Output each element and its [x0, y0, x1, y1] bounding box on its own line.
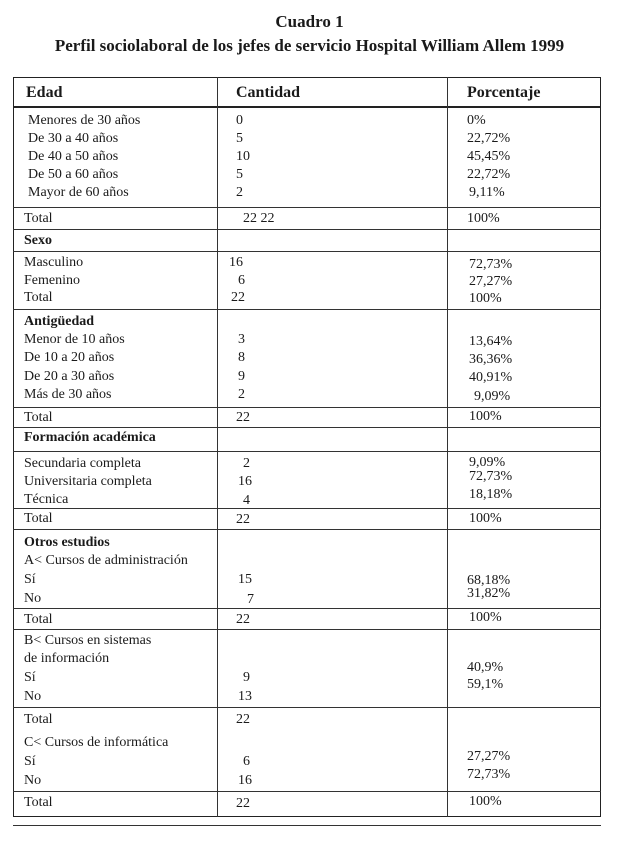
otros-cantidad: 16 [238, 773, 252, 788]
row-separator [13, 791, 601, 792]
total-cantidad: 22 [231, 290, 245, 305]
edad-cantidad: 2 [236, 185, 243, 200]
otros-label: No [24, 773, 42, 788]
total-porcentaje: 100% [469, 409, 502, 424]
otros-cantidad: 15 [238, 572, 252, 587]
antiguedad-porcentaje: 9,09% [474, 389, 511, 404]
row-separator [13, 608, 601, 609]
bottom-rule [13, 825, 601, 826]
edad-porcentaje: 22,72% [467, 167, 511, 182]
total-porcentaje: 100% [469, 511, 502, 526]
antiguedad-label: De 20 a 30 años [24, 369, 115, 384]
row-separator [13, 529, 601, 530]
total-porcentaje: 100% [469, 794, 502, 809]
subsection-title: A< Cursos de administración [24, 553, 188, 568]
formacion-porcentaje: 72,73% [469, 469, 513, 484]
column-divider-1 [217, 77, 218, 817]
otros-cantidad: 9 [243, 670, 250, 685]
total-label: Total [24, 511, 53, 526]
table-subtitle: Perfil sociolaboral de los jefes de servicio Hospital William Allem 1999 [54, 36, 565, 55]
otros-label: Sí [24, 754, 36, 769]
antiguedad-label: Menor de 10 años [24, 332, 125, 347]
row-separator [13, 508, 601, 509]
edad-porcentaje: 0% [467, 113, 486, 128]
otros-porcentaje: 68,18% [467, 573, 511, 588]
otros-porcentaje: 27,27% [467, 749, 511, 764]
total-porcentaje: 100% [467, 211, 500, 226]
row-separator [13, 207, 601, 208]
total-porcentaje: 100% [469, 291, 502, 306]
total-cantidad: 22 [236, 612, 250, 627]
subsection-title: de información [24, 651, 110, 666]
row-separator [13, 309, 601, 310]
otros-label: No [24, 591, 42, 606]
subsection-title: B< Cursos en sistemas [24, 633, 152, 648]
edad-cantidad: 0 [236, 113, 243, 128]
total-cantidad: 22 [236, 796, 250, 811]
row-separator [13, 229, 601, 230]
total-porcentaje: 100% [469, 610, 502, 625]
section-heading-antiguedad: Antigüedad [24, 314, 95, 329]
antiguedad-cantidad: 9 [238, 369, 245, 384]
otros-porcentaje: 72,73% [467, 767, 511, 782]
sexo-label: Masculino [24, 255, 84, 270]
table-title: Cuadro 1 [275, 12, 344, 31]
subsection-title: C< Cursos de informática [24, 735, 169, 750]
formacion-cantidad: 4 [243, 493, 250, 508]
row-separator [13, 427, 601, 428]
otros-label: No [24, 689, 42, 704]
total-label: Total [24, 612, 53, 627]
formacion-label: Técnica [24, 492, 69, 507]
header-porcentaje: Porcentaje [467, 84, 541, 101]
total-label: Total [24, 795, 53, 810]
sexo-cantidad: 6 [238, 273, 245, 288]
column-divider-2 [447, 77, 448, 817]
edad-label: De 40 a 50 años [28, 149, 119, 164]
row-separator [13, 451, 601, 452]
antiguedad-cantidad: 3 [238, 332, 245, 347]
antiguedad-label: Más de 30 años [24, 387, 112, 402]
sexo-label: Femenino [24, 273, 80, 288]
total-label: Total [24, 290, 53, 305]
otros-porcentaje: 40,9% [467, 660, 504, 675]
edad-porcentaje: 9,11% [469, 185, 505, 200]
total-cantidad: 22 [236, 512, 250, 527]
header-edad: Edad [26, 84, 63, 101]
sexo-cantidad: 16 [229, 255, 243, 270]
total-label: Total [24, 410, 53, 425]
total-label: Total [24, 712, 53, 727]
row-separator [13, 251, 601, 252]
total-label: Total [24, 211, 53, 226]
section-heading-sexo: Sexo [24, 233, 52, 248]
section-heading-formacion: Formación académica [24, 430, 156, 445]
antiguedad-cantidad: 8 [238, 350, 245, 365]
formacion-label: Universitaria completa [24, 474, 152, 489]
otros-porcentaje: 59,1% [467, 677, 504, 692]
total-cantidad: 22 [236, 410, 250, 425]
otros-cantidad: 7 [247, 592, 254, 607]
antiguedad-porcentaje: 13,64% [469, 334, 513, 349]
edad-label: Mayor de 60 años [28, 185, 129, 200]
edad-label: De 30 a 40 años [28, 131, 119, 146]
formacion-label: Secundaria completa [24, 456, 142, 471]
formacion-cantidad: 2 [243, 456, 250, 471]
row-separator [13, 407, 601, 408]
total-cantidad: 22 22 [243, 211, 275, 226]
otros-label: Sí [24, 670, 36, 685]
otros-cantidad: 6 [243, 754, 250, 769]
otros-porcentaje: 31,82% [467, 586, 511, 601]
antiguedad-porcentaje: 36,36% [469, 352, 513, 367]
otros-label: Sí [24, 572, 36, 587]
total-cantidad: 22 [236, 712, 250, 727]
antiguedad-porcentaje: 40,91% [469, 370, 513, 385]
header-cantidad: Cantidad [236, 84, 301, 101]
row-separator [13, 707, 601, 708]
antiguedad-cantidad: 2 [238, 387, 245, 402]
sexo-porcentaje: 72,73% [469, 257, 513, 272]
section-heading-otros-estudios: Otros estudios [24, 535, 110, 550]
edad-porcentaje: 22,72% [467, 131, 511, 146]
edad-label: De 50 a 60 años [28, 167, 119, 182]
edad-label: Menores de 30 años [28, 113, 141, 128]
formacion-cantidad: 16 [238, 474, 252, 489]
edad-cantidad: 5 [236, 131, 243, 146]
edad-porcentaje: 45,45% [467, 149, 511, 164]
header-rule [13, 106, 601, 108]
formacion-porcentaje: 18,18% [469, 487, 513, 502]
antiguedad-label: De 10 a 20 años [24, 350, 115, 365]
row-separator [13, 629, 601, 630]
edad-cantidad: 10 [236, 149, 250, 164]
otros-cantidad: 13 [238, 689, 252, 704]
sexo-porcentaje: 27,27% [469, 274, 513, 289]
formacion-porcentaje: 9,09% [469, 455, 506, 470]
edad-cantidad: 5 [236, 167, 243, 182]
